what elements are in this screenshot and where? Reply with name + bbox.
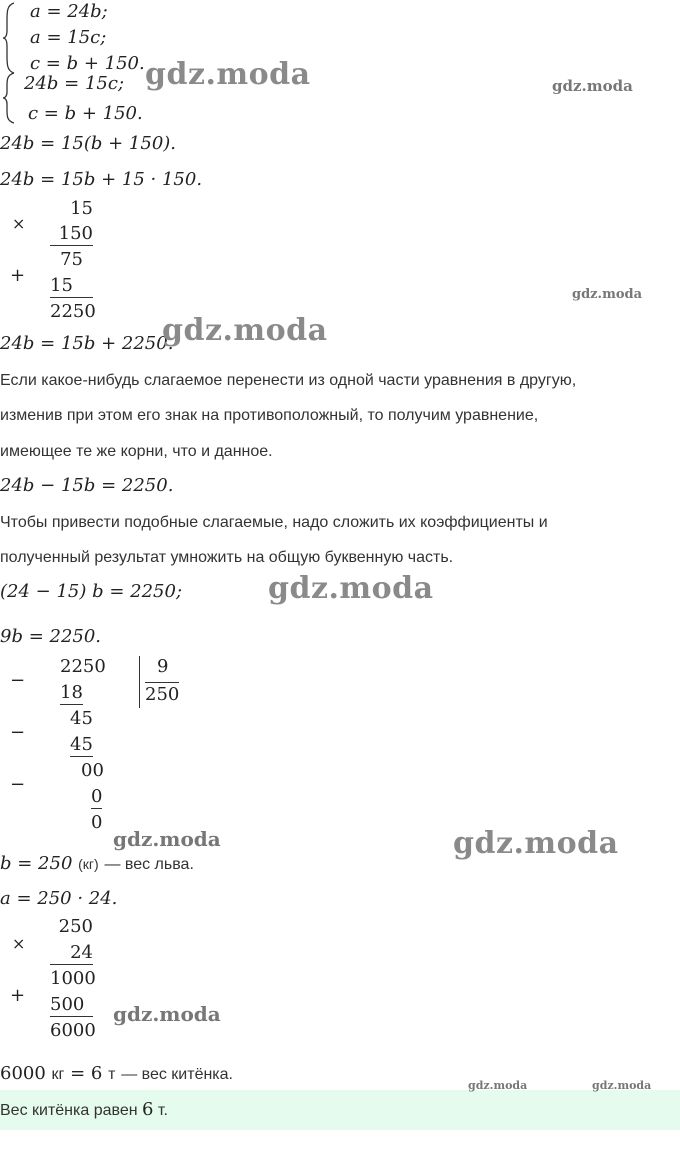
result-a-unit-kg: кг (51, 1066, 65, 1083)
answer-line (0, 1099, 168, 1122)
mult1-row2: 150 (50, 223, 93, 246)
division-remainder-1: 45 (70, 708, 93, 729)
multiply-sign-2: × (12, 934, 26, 953)
quotient: 250 (145, 684, 180, 705)
result-a-tons: = 6 (70, 1063, 103, 1084)
rule2-line1: Чтобы привести подобные слагаемые, надо сложить их коэффициенты и (0, 514, 548, 531)
rule1-line3: имеющее те же корни, что и данное. (0, 443, 273, 460)
system2-line2: c = b + 150. (28, 103, 143, 124)
watermark-logo: gdz.moda (145, 57, 311, 92)
plus-sign: + (10, 265, 26, 286)
watermark-logo: gdz.moda (552, 77, 633, 95)
mult2-result: 6000 (50, 1020, 96, 1041)
mult1-row3: 75 (60, 249, 83, 270)
equation-simplified: 24b = 15b + 2250. (0, 333, 174, 354)
mult2-row3: 1000 (50, 968, 96, 989)
division-remainder-final: 0 (91, 812, 103, 833)
system1-line3: c = b + 150. (30, 53, 145, 74)
equation-substitution: 24b = 15(b + 150). (0, 133, 177, 154)
system2-line1: 24b = 15c; (24, 73, 125, 94)
division-bar (139, 656, 140, 708)
mult2-row1: 250 (58, 916, 93, 937)
result-a-text: — вес китёнка. (121, 1066, 233, 1083)
rule1-line1: Если какое-нибудь слагаемое перенести из одной части уравнения в другую, (0, 372, 577, 389)
watermark-logo: gdz.moda (113, 827, 221, 851)
system-brace-2 (2, 72, 16, 124)
equation-grouped: (24 − 15) b = 2250; (0, 581, 183, 602)
result-b-math: b = 250 (0, 853, 73, 874)
watermark-logo: gdz.moda (592, 1079, 652, 1092)
mult2-row4: 500 (50, 994, 93, 1017)
mult1-row1: 15 (70, 198, 93, 219)
equation-a: a = 250 · 24. (0, 888, 118, 909)
watermark-logo: gdz.moda (453, 826, 619, 861)
result-b (0, 853, 194, 876)
division-remainder-2: 00 (81, 760, 104, 781)
divisor: 9 (157, 656, 169, 677)
answer-text: Вес китёнка равен (0, 1102, 138, 1119)
result-a (0, 1063, 233, 1086)
system1-line2: a = 15c; (30, 27, 107, 48)
dividend: 2250 (60, 656, 106, 677)
multiply-sign: × (12, 214, 26, 233)
mult1-row4: 15 (50, 275, 93, 298)
answer-unit: т. (157, 1102, 168, 1119)
watermark-logo: gdz.moda (113, 1002, 221, 1026)
watermark-logo: gdz.moda (162, 313, 328, 348)
result-a-unit-t: т (108, 1066, 116, 1083)
division-minus-1: − (10, 670, 26, 691)
equation-transferred: 24b − 15b = 2250. (0, 475, 174, 496)
rule2-line2: полученный результат умножить на общую буквенную часть. (0, 549, 454, 566)
result-b-unit: (кг) (78, 856, 99, 872)
equation-expanded: 24b = 15b + 15 · 150. (0, 169, 203, 190)
watermark-logo: gdz.moda (268, 571, 434, 606)
answer-value: 6 (142, 1099, 154, 1120)
division-subtract-3: 0 (91, 786, 103, 807)
system-brace-1 (2, 2, 16, 74)
equation-reduced: 9b = 2250. (0, 626, 102, 647)
mult1-result: 2250 (50, 301, 96, 322)
mult2-row2: 24 (50, 942, 93, 965)
division-minus-2: − (10, 722, 26, 743)
result-a-kg: 6000 (0, 1063, 46, 1084)
watermark-logo: gdz.moda (572, 287, 643, 302)
division-subtract-1: 18 (60, 682, 83, 703)
result-b-text: — вес льва. (104, 856, 194, 873)
division-minus-3: − (10, 774, 26, 795)
division-subtract-2: 45 (70, 734, 93, 755)
system1-line1: a = 24b; (30, 1, 108, 22)
plus-sign-2: + (10, 985, 26, 1006)
watermark-logo: gdz.moda (468, 1079, 528, 1092)
rule1-line2: изменив при этом его знак на противоположный, то получим уравнение, (0, 407, 539, 424)
